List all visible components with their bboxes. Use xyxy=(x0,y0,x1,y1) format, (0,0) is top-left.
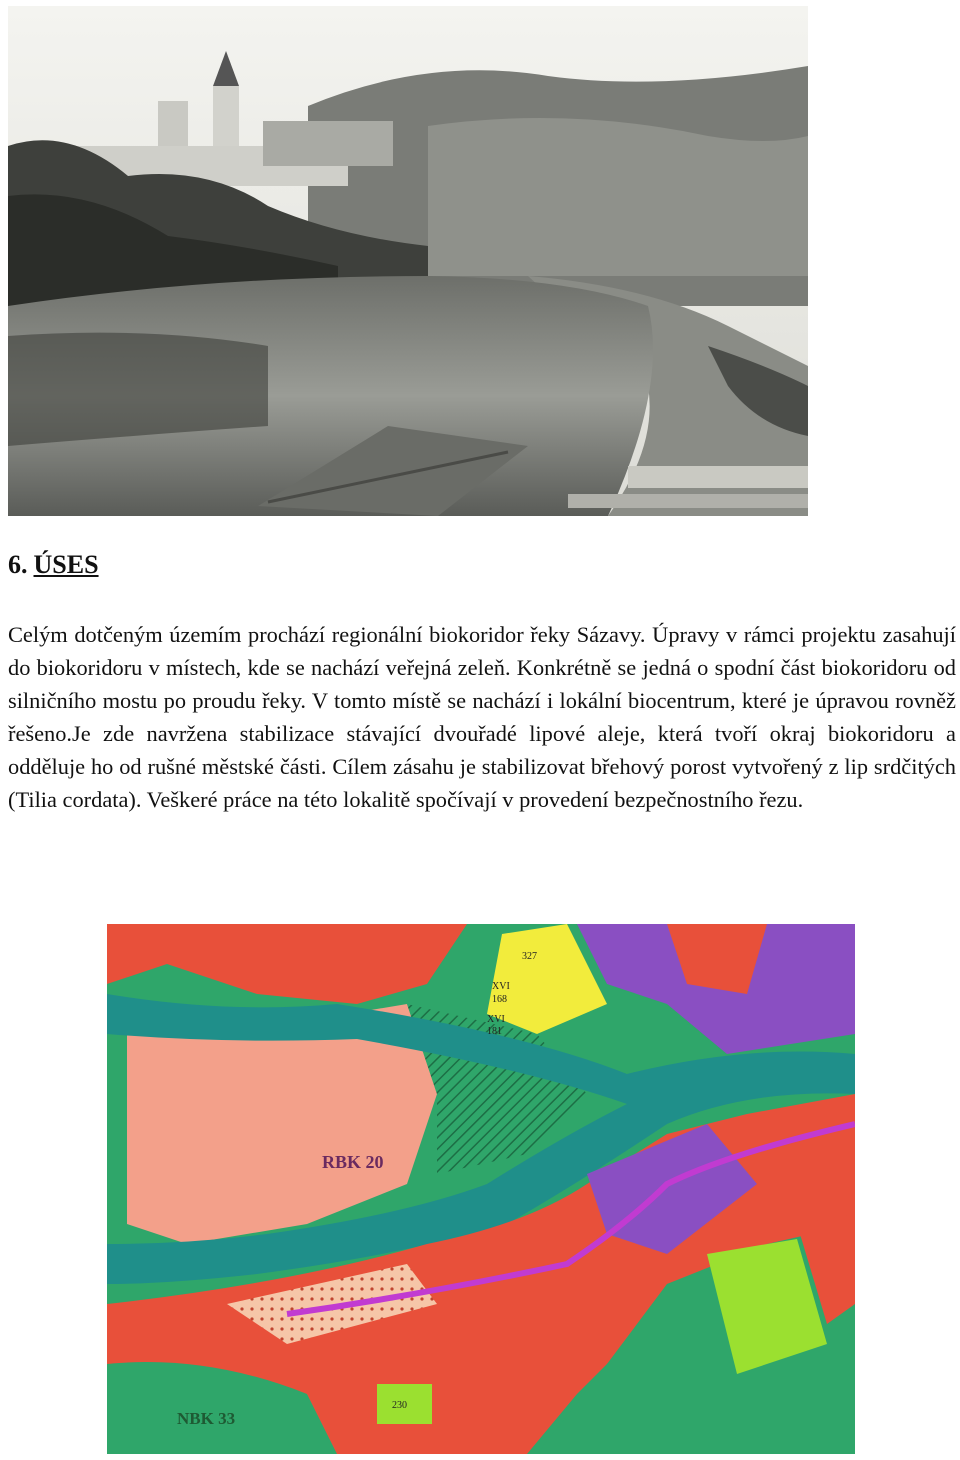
plot-label: 168 xyxy=(492,994,507,1005)
nbk-label: NBK 33 xyxy=(177,1409,236,1428)
plot-label: 230 xyxy=(392,1400,407,1411)
rbk-label: RBK 20 xyxy=(322,1152,384,1172)
plot-label: XVI xyxy=(487,1014,505,1025)
section-heading xyxy=(8,550,99,580)
plot-label: 181 xyxy=(487,1026,502,1037)
body-paragraph: Celým dotčeným územím prochází regionální biokoridor řeky Sázavy. Úpravy v rámci projektu zasahují do biokoridoru v místech, kde se nachází veřejná zeleň. Konkrétně se jedná o spodní část biokoridoru od silničního mostu po proudu řeky. V tomto místě se nachází i lokální biocentrum, které je úpravou rovněž řešeno.Je zde navržena stabilizace stávající dvouřadé lipové aleje, která tvoří okraj biokoridoru a odděluje ho od rušné městské části. Cílem zásahu je stabilizovat břehový porost vytvořený z lip srdčitých (Tilia cordata). Veškeré práce na této lokalitě spočívají v provedení bezpečnostního řezu. xyxy=(8,622,956,812)
river-landscape-illustration xyxy=(8,6,808,516)
section-title: ÚSES xyxy=(33,550,99,579)
plot-label: XVI xyxy=(492,981,510,992)
plot-label: 327 xyxy=(522,951,537,962)
map-drawing xyxy=(107,924,855,1454)
section-number: 6. xyxy=(8,550,28,579)
land-use-map xyxy=(107,924,855,1454)
historical-photo xyxy=(8,6,808,516)
